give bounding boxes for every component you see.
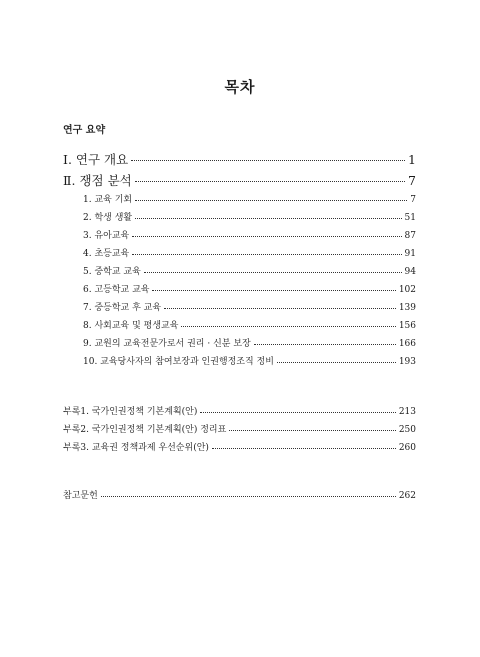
- toc-page-number: 260: [398, 443, 416, 453]
- toc-page-number: 91: [404, 249, 416, 259]
- toc-page-number: 213: [398, 407, 416, 417]
- toc-page-number: 262: [398, 491, 416, 501]
- toc-label: 5. 중학교 교육: [83, 267, 141, 277]
- leader-dots: [135, 200, 407, 201]
- toc-chapter-1[interactable]: [63, 150, 416, 168]
- leader-dots: [132, 236, 401, 237]
- leader-dots: [152, 290, 395, 291]
- toc-label: 1. 교육 기회: [83, 195, 133, 205]
- toc-page-number: 94: [404, 267, 416, 277]
- toc-page-number: 51: [404, 213, 416, 223]
- toc-section-9[interactable]: [83, 336, 416, 349]
- toc-page-number: 193: [398, 357, 416, 367]
- leader-dots: [200, 412, 395, 413]
- toc-page-number: 7: [408, 173, 416, 188]
- toc-appendix-2[interactable]: [63, 422, 416, 435]
- page-title: 목차: [224, 78, 256, 96]
- toc-section-8[interactable]: [83, 318, 416, 331]
- leader-dots: [135, 218, 401, 219]
- toc-label: 참고문헌: [63, 491, 98, 501]
- toc-section-2[interactable]: [83, 210, 416, 223]
- toc-page-number: 87: [404, 231, 416, 241]
- toc-appendix-3[interactable]: [63, 440, 416, 453]
- leader-dots: [254, 344, 396, 345]
- summary-heading: 연구 요약: [63, 125, 106, 136]
- toc-chapter-2[interactable]: [63, 171, 416, 189]
- toc-section-5[interactable]: [83, 264, 416, 277]
- toc-section-1[interactable]: [83, 192, 416, 205]
- leader-dots: [212, 448, 396, 449]
- toc-appendix-1[interactable]: [63, 404, 416, 417]
- toc-label: 9. 교원의 교육전문가로서 권리 · 신분 보장: [83, 339, 251, 349]
- toc-label: 7. 중등학교 후 교육: [83, 303, 162, 313]
- toc-page-number: 139: [398, 303, 416, 313]
- toc-page-number: 156: [398, 321, 416, 331]
- toc-section-4[interactable]: [83, 246, 416, 259]
- leader-dots: [277, 362, 396, 363]
- toc-label: 4. 초등교육: [83, 249, 130, 259]
- leader-dots: [135, 181, 405, 182]
- toc-section-3[interactable]: [83, 228, 416, 241]
- toc-section-7[interactable]: [83, 300, 416, 313]
- toc-page-number: 250: [398, 425, 416, 435]
- toc-label: 3. 유아교육: [83, 231, 130, 241]
- toc-label: 부록1. 국가인권정책 기본계획(안): [63, 407, 198, 417]
- toc-label: 10. 교육당사자의 참여보장과 인권행정조직 정비: [83, 357, 274, 367]
- leader-dots: [164, 308, 396, 309]
- toc-section-6[interactable]: [83, 282, 416, 295]
- toc-references[interactable]: [63, 488, 416, 501]
- leader-dots: [229, 430, 396, 431]
- toc-page-number: 1: [408, 152, 416, 167]
- toc-section-10[interactable]: [83, 354, 416, 367]
- leader-dots: [132, 254, 401, 255]
- toc-page-number: 102: [398, 285, 416, 295]
- toc-page-number: 166: [398, 339, 416, 349]
- toc-label: 부록2. 국가인권정책 기본계획(안) 정리표: [63, 425, 227, 435]
- toc-label: Ⅰ. 연구 개요: [63, 152, 129, 167]
- toc-label: 8. 사회교육 및 평생교육: [83, 321, 179, 331]
- toc-label: 부록3. 교육권 정책과제 우선순위(안): [63, 443, 209, 453]
- toc-label: 6. 고등학교 교육: [83, 285, 150, 295]
- leader-dots: [131, 160, 405, 161]
- toc-label: 2. 학생 생활: [83, 213, 133, 223]
- leader-dots: [144, 272, 402, 273]
- leader-dots: [101, 496, 396, 497]
- toc-label: Ⅱ. 쟁점 분석: [63, 173, 132, 188]
- leader-dots: [181, 326, 395, 327]
- toc-page-number: 7: [410, 195, 416, 205]
